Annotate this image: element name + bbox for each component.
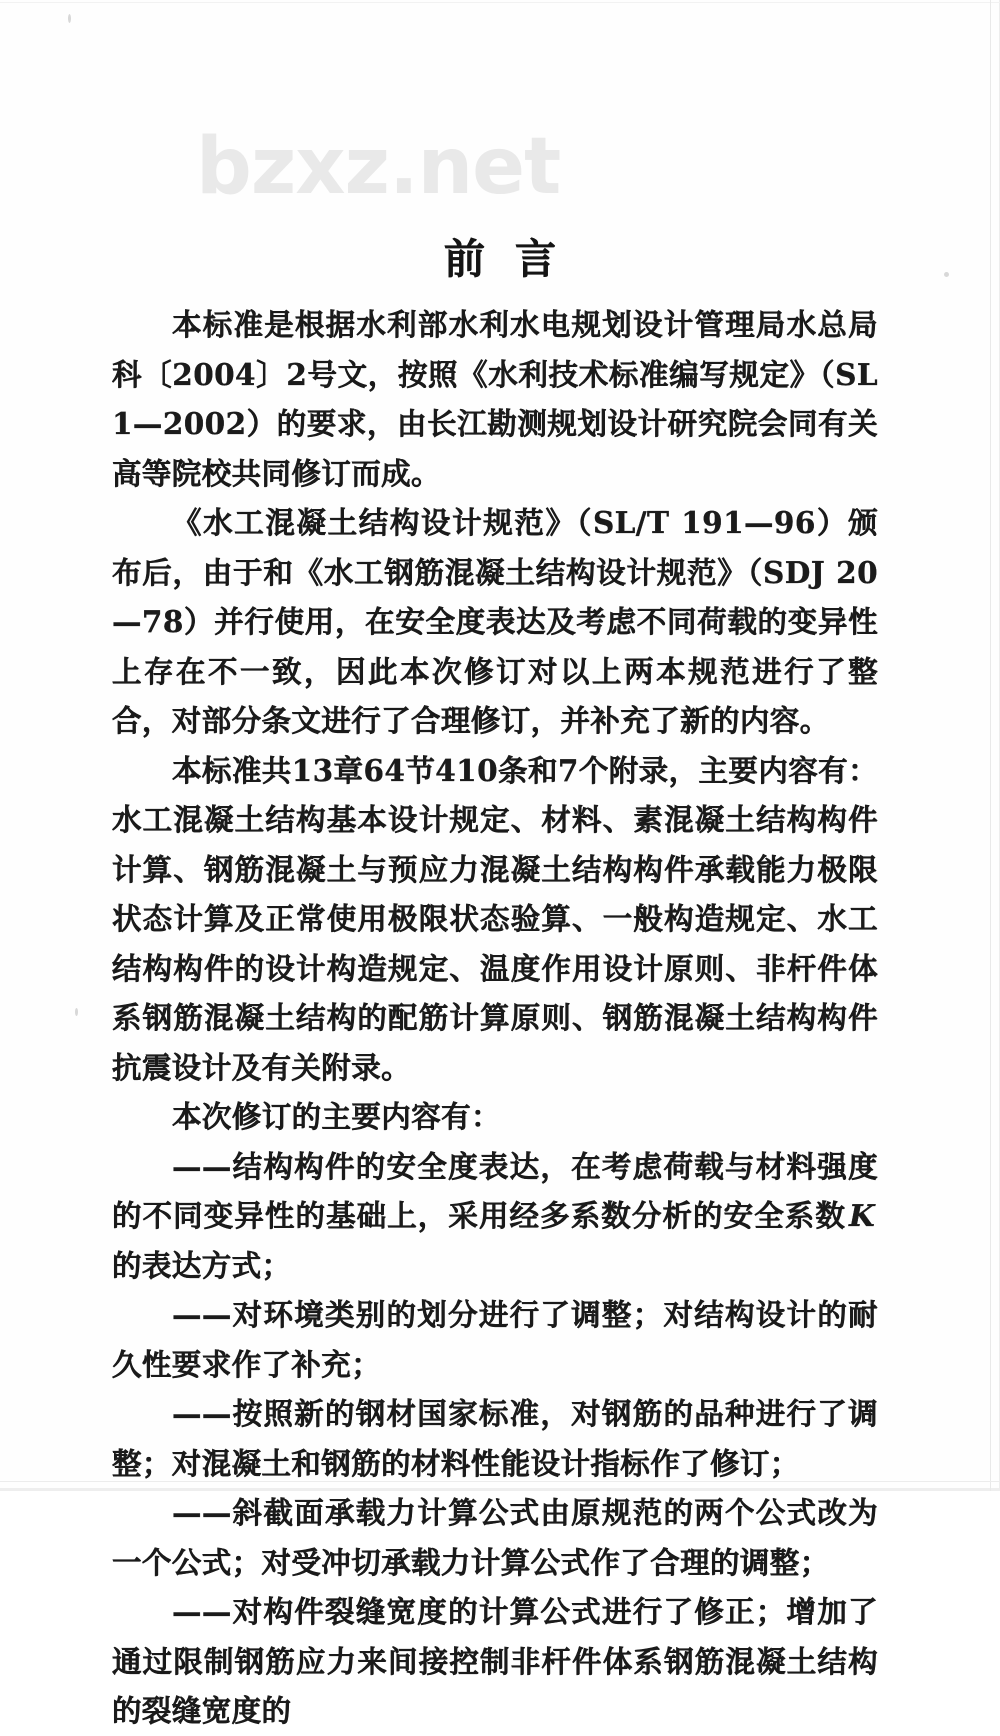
- scan-edge-top: [0, 2, 1000, 3]
- preface-paragraph-4: 本次修订的主要内容有：: [172, 1099, 501, 1134]
- revision-item-dash: ——: [172, 1495, 232, 1530]
- scan-speck: [75, 1008, 78, 1016]
- preface-paragraph-3: 本标准共13章64节410条和7个附录，主要内容有：水工混凝土结构基本设计规定、材料、素混凝土结构构件计算、钢筋混凝土与预应力混凝土结构构件承载能力极限状态计算及正常使用极限状态验算、一般构造规定、水工结构构件的设计构造规定、温度作用设计原则、非杆件体系钢筋混凝土结构的配筋计算原则、钢筋混凝土结构构件抗震设计及有关附录。: [112, 752, 878, 1085]
- revision-item-text-tail: 的表达方式；: [112, 1247, 292, 1283]
- revision-item-text: 结构构件的安全度表达，在考虑荷载与材料强度的不同变异性的基础上，采用经多系数分析的安全系数: [112, 1148, 878, 1233]
- scan-edge-right: [990, 0, 991, 1491]
- revision-item-text: 对构件裂缝宽度的计算公式进行了修正；增加了通过限制钢筋应力来间接控制非杆件体系钢筋混凝土结构的裂缝宽度的: [112, 1594, 878, 1728]
- revision-item-5: [112, 1587, 878, 1736]
- preface-paragraph-2: 《水工混凝土结构设计规范》（SL/T 191—96）颁布后，由于和《水工钢筋混凝土结构设计规范》（SDJ 20—78）并行使用，在安全度表达及考虑不同荷载的变异性上存在不一致，因此本次修订对以上两本规范进行了整合，对部分条文进行了合理修订，并补充了新的内容。: [112, 505, 878, 738]
- scan-speck: [68, 14, 71, 23]
- revision-item-text: 斜截面承载力计算公式由原规范的两个公式改为一个公式；对受冲切承载力计算公式作了合理的调整；: [112, 1495, 878, 1580]
- revision-item-2: [112, 1290, 878, 1389]
- preface-paragraph-1: 本标准是根据水利部水利水电规划设计管理局水总局科〔2004〕2号文，按照《水利技术标准编写规定》（SL 1—2002）的要求，由长江勘测规划设计研究院会同有关高等院校共同修订而成。: [112, 307, 878, 491]
- revision-item-dash: ——: [172, 1148, 232, 1184]
- page-title: 前言: [444, 235, 586, 284]
- revision-item-text: 按照新的钢材国家标准，对钢筋的品种进行了调整；对混凝土和钢筋的材料性能设计指标作了修订；: [112, 1396, 878, 1481]
- preface-body: [112, 300, 878, 1736]
- revision-item-dash: ——: [172, 1594, 232, 1629]
- revision-item-text: 对环境类别的划分进行了调整；对结构设计的耐久性要求作了补充；: [112, 1297, 878, 1382]
- revision-item-dash: ——: [172, 1396, 232, 1431]
- revision-item-dash: ——: [172, 1297, 232, 1332]
- revision-item-4: [112, 1488, 878, 1587]
- revision-item-1: [112, 1142, 878, 1291]
- revision-item-3: [112, 1389, 878, 1488]
- safety-factor-variable: K: [848, 1198, 875, 1233]
- site-watermark: bzxz.net: [196, 122, 561, 212]
